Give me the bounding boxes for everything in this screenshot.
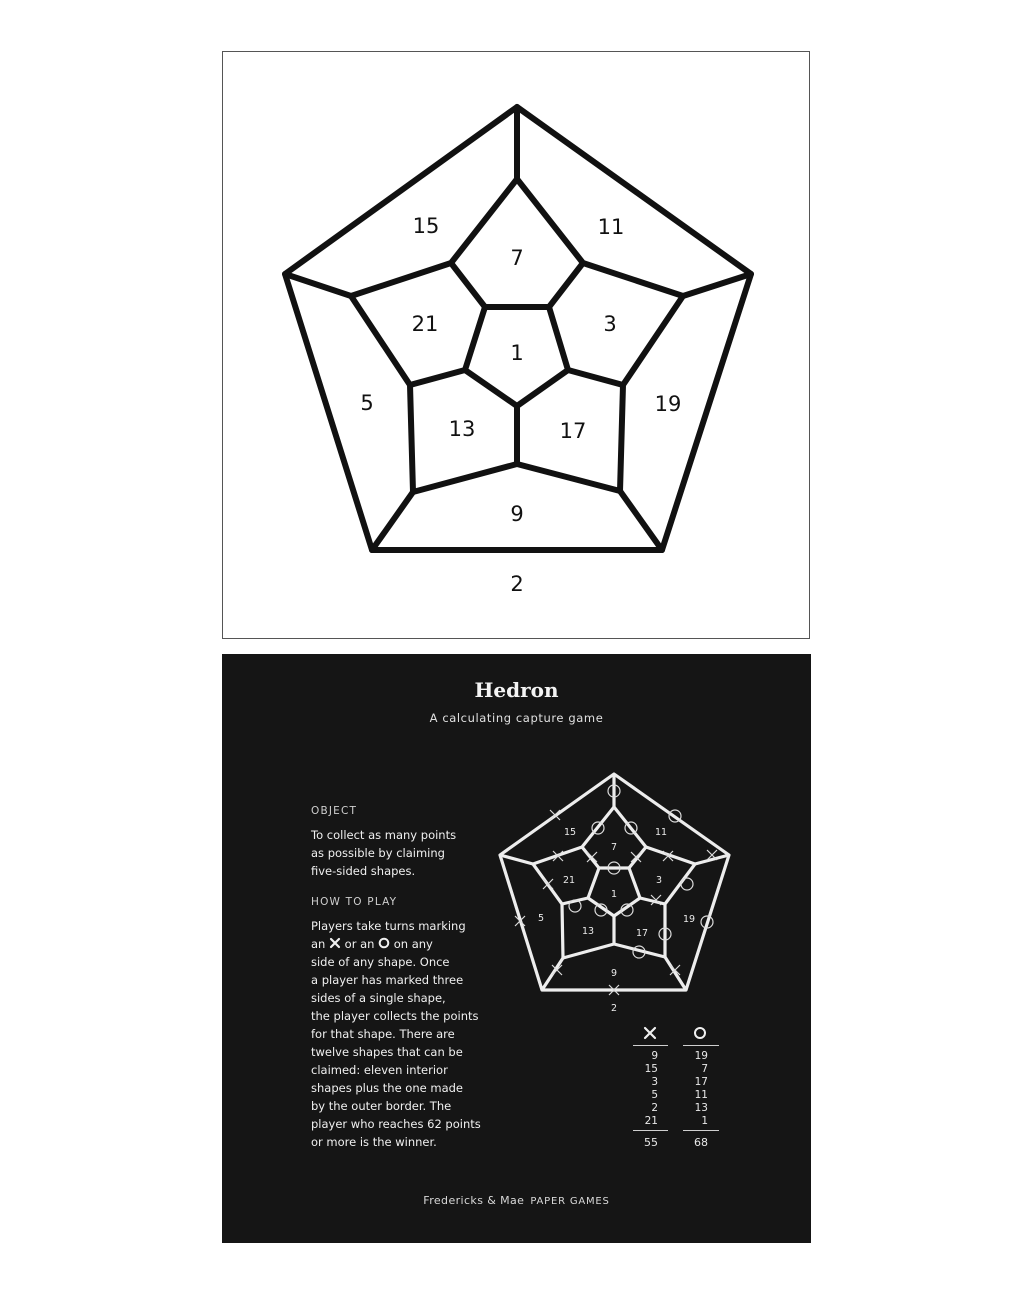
mini-face-value: 5 xyxy=(537,913,545,924)
x-mark-icon xyxy=(543,879,553,889)
score-cell: 9 xyxy=(651,1050,658,1062)
o-total xyxy=(683,1132,719,1149)
spoke-edge xyxy=(629,847,646,868)
face-value: 1 xyxy=(510,341,524,365)
face-value: 13 xyxy=(448,417,476,441)
spoke-edge xyxy=(582,847,599,868)
rules-card xyxy=(222,654,811,1243)
footer-brand: Fredericks & Mae xyxy=(423,1194,525,1207)
spoke-edge xyxy=(695,855,729,864)
spoke-edge xyxy=(285,274,351,296)
spoke-edge xyxy=(620,491,662,550)
face-value: 11 xyxy=(597,215,625,239)
spoke-edge xyxy=(665,957,686,990)
dodecahedron-board[interactable] xyxy=(223,52,811,640)
how-to-play-heading: HOW TO PLAY xyxy=(311,896,398,908)
face-value: 3 xyxy=(603,312,617,336)
score-cell: 5 xyxy=(651,1089,658,1101)
score-divider xyxy=(633,1045,668,1046)
score-cell: 1 xyxy=(701,1115,708,1127)
footer xyxy=(222,1194,811,1207)
mini-face-value: 21 xyxy=(562,875,576,886)
mini-face-value: 7 xyxy=(610,842,618,853)
face-value: 2 xyxy=(510,572,524,596)
x-column-header-icon xyxy=(643,1026,657,1040)
mini-face-value: 19 xyxy=(682,914,696,925)
spoke-edge xyxy=(410,370,465,385)
object-text: To collect as many points as possible by claiming five-sided shapes. xyxy=(311,828,457,878)
spoke-edge xyxy=(549,263,583,307)
score-cell: 7 xyxy=(701,1063,708,1075)
face-value: 9 xyxy=(510,502,524,526)
score-cell: 21 xyxy=(644,1115,658,1127)
spoke-edge xyxy=(500,855,533,864)
score-divider xyxy=(683,1045,719,1046)
game-subtitle: A calculating capture game xyxy=(429,711,604,725)
mini-face-value: 13 xyxy=(581,926,595,937)
footer-tag: PAPER GAMES xyxy=(530,1196,610,1207)
mini-face-value: 1 xyxy=(610,889,618,900)
game-board-card xyxy=(222,51,810,639)
face-value: 19 xyxy=(654,392,682,416)
o-column-header-icon xyxy=(693,1026,707,1040)
o-mark-icon xyxy=(681,878,693,890)
game-title: Hedron xyxy=(474,678,559,702)
mini-face-value: 2 xyxy=(610,1003,618,1014)
mini-face-value: 9 xyxy=(610,968,618,979)
score-cell: 15 xyxy=(644,1063,658,1075)
x-total xyxy=(633,1132,669,1149)
face-value: 5 xyxy=(360,391,374,415)
spoke-edge xyxy=(451,263,485,307)
mini-face-value: 3 xyxy=(655,875,663,886)
total-divider xyxy=(633,1130,668,1131)
spoke-edge xyxy=(372,492,413,550)
mini-face-value: 17 xyxy=(635,928,649,939)
score-cell: 11 xyxy=(694,1089,708,1101)
score-cell: 2 xyxy=(651,1102,658,1114)
how-text-fragment: an xyxy=(311,937,329,951)
score-cell: 19 xyxy=(694,1050,708,1062)
x-total-value: 55 xyxy=(644,1136,658,1149)
score-cell: 13 xyxy=(694,1102,708,1114)
example-board-diagram xyxy=(222,654,811,1054)
how-line: Players take turns marking xyxy=(311,919,466,933)
o-score-column xyxy=(672,1050,708,1128)
face-value: 15 xyxy=(412,214,440,238)
face-value: 7 xyxy=(510,246,524,270)
spoke-edge xyxy=(562,898,588,904)
object-heading: OBJECT xyxy=(311,805,358,817)
how-text-rest: side of any shape. Once a player has marked three sides of a single shape, the player collects the points for that shape. There are twelve shapes that can be claimed: eleven interior shapes plus the one made by the outer border. The player who reaches 62 points or more is the winner. xyxy=(311,955,481,1149)
spoke-edge xyxy=(568,370,623,385)
face-value: 17 xyxy=(559,419,587,443)
how-text-fragment: or an xyxy=(341,937,379,951)
spoke-edge xyxy=(683,274,751,296)
x-score-column xyxy=(622,1050,658,1128)
score-cell: 17 xyxy=(694,1076,708,1088)
how-text-fragment: on any xyxy=(390,937,433,951)
total-divider xyxy=(683,1130,719,1131)
mini-face-value: 15 xyxy=(563,827,577,838)
mini-face-value: 11 xyxy=(654,827,668,838)
o-total-value: 68 xyxy=(694,1136,708,1149)
face-value: 21 xyxy=(411,312,439,336)
score-cell: 3 xyxy=(651,1076,658,1088)
